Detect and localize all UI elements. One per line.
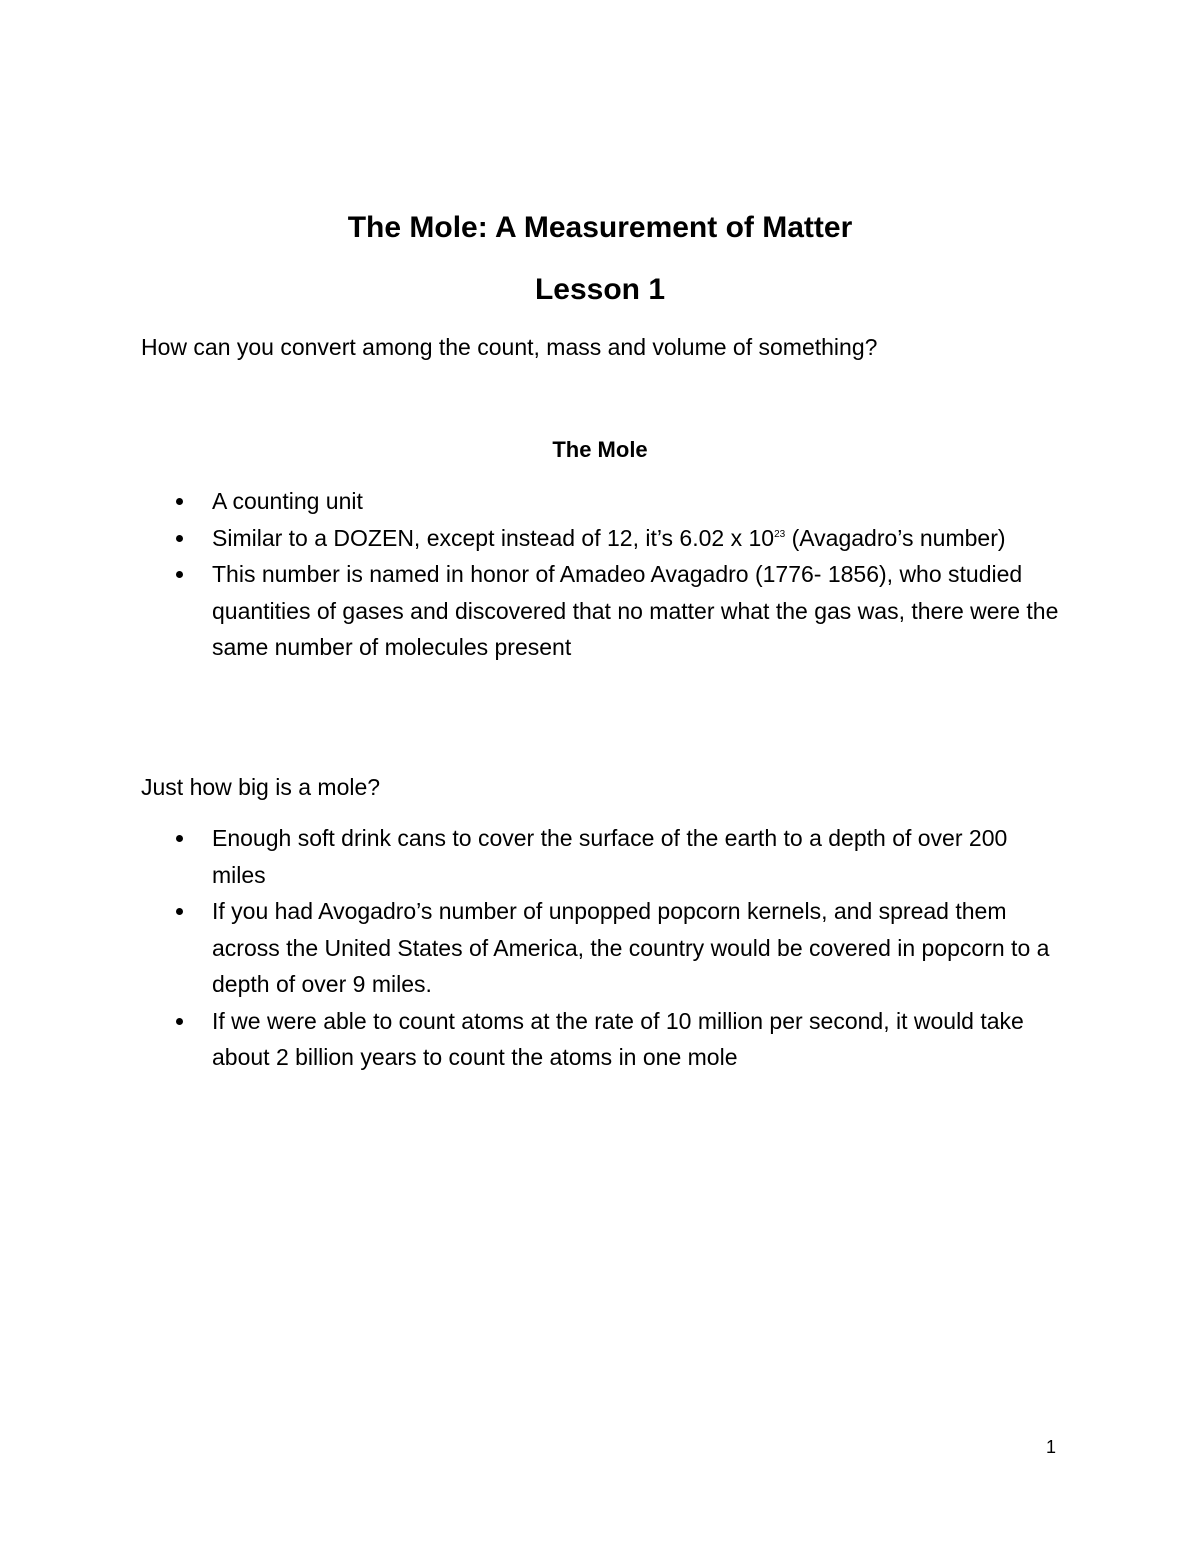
lesson-title: Lesson 1 bbox=[534, 273, 666, 306]
list-item bbox=[0, 483, 1062, 520]
bullet-icon bbox=[176, 535, 183, 542]
subheading-how-big: Just how big is a mole? bbox=[141, 774, 381, 800]
list-item-text: If you had Avogadro’s number of unpopped popcorn kernels, and spread them across the United States of America, the country would be covered in popcorn to a depth of over 9 miles. bbox=[212, 898, 1050, 997]
list-item-text: A counting unit bbox=[212, 488, 363, 514]
list-item bbox=[0, 556, 1062, 666]
page-number: 1 bbox=[1046, 1437, 1057, 1457]
lesson-question: How can you convert among the count, mass and volume of something? bbox=[141, 334, 878, 360]
section-heading-the-mole: The Mole bbox=[552, 437, 648, 462]
bullet-icon bbox=[176, 908, 183, 915]
list-item-text-before: Similar to a DOZEN, except instead of 12, it’s 6.02 x 10 bbox=[212, 524, 775, 551]
list-item bbox=[0, 1003, 1062, 1076]
list-item-text: Enough soft drink cans to cover the surface of the earth to a depth of over 200 miles bbox=[212, 825, 1008, 888]
list-item bbox=[0, 820, 1062, 893]
list-item bbox=[0, 893, 1062, 1003]
list-item-text: If we were able to count atoms at the rate of 10 million per second, it would take about 2 billion years to count the atoms in one mole bbox=[212, 1007, 1024, 1070]
list-item-text: This number is named in honor of Amadeo Avagadro (1776- 1856), who studied quantities of gases and discovered that no matter what the gas was, there were the same number of molecules present bbox=[212, 561, 1059, 660]
mole-bullet-list bbox=[0, 483, 1062, 666]
bullet-icon bbox=[176, 571, 183, 578]
exponent: 23 bbox=[774, 528, 786, 540]
bullet-icon bbox=[176, 498, 183, 505]
document-title: The Mole: A Measurement of Matter bbox=[347, 211, 853, 244]
list-item bbox=[0, 520, 1062, 557]
list-item-text-after: (Avagadro’s number) bbox=[785, 524, 1006, 551]
size-bullet-list bbox=[0, 820, 1062, 1076]
bullet-icon bbox=[176, 1018, 183, 1025]
bullet-icon bbox=[176, 835, 183, 842]
